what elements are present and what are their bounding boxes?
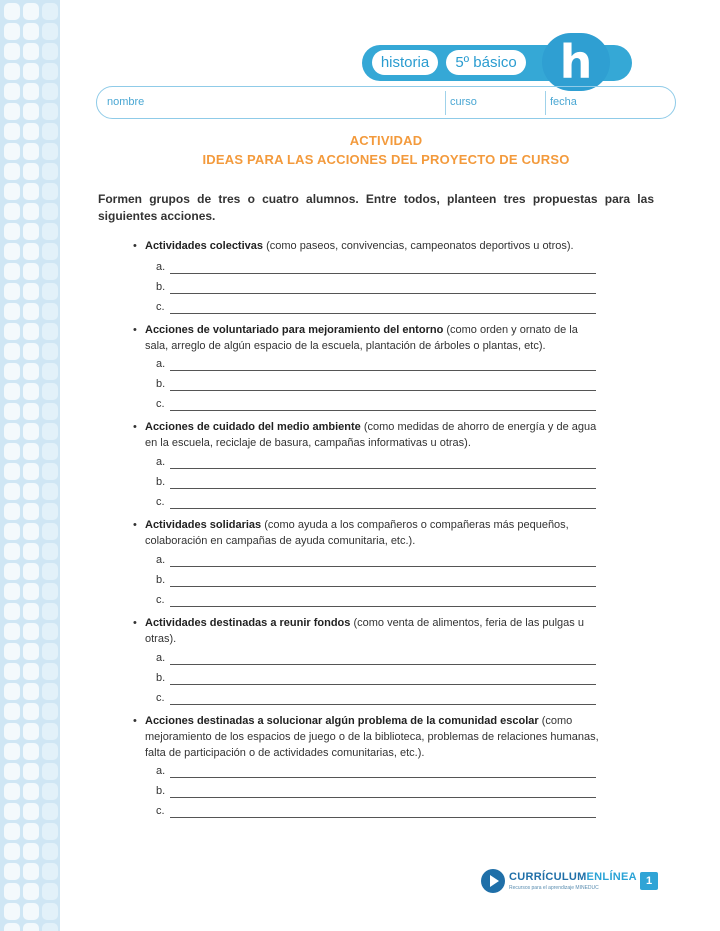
answer-rule: [170, 390, 596, 391]
answer-letter: c.: [156, 805, 165, 817]
answer-line-a[interactable]: [156, 358, 596, 374]
answer-line-a[interactable]: [156, 456, 596, 472]
answer-line-b[interactable]: [156, 476, 596, 492]
answer-rule: [170, 508, 596, 509]
answer-letter: c.: [156, 398, 165, 410]
answer-line-b[interactable]: [156, 672, 596, 688]
answer-letter: a.: [156, 765, 166, 777]
logo-accent-text: ENLÍNEA: [586, 871, 637, 883]
answer-rule: [170, 273, 596, 274]
play-logo-icon: [481, 869, 505, 893]
date-field-label: fecha: [550, 96, 577, 108]
section-heading: Acciones de voluntariado para mejoramiento del entorno: [145, 324, 444, 336]
answer-line-b[interactable]: [156, 574, 596, 590]
answer-letter: b.: [156, 574, 166, 586]
bullet: •: [133, 617, 137, 629]
answer-letter: b.: [156, 281, 166, 293]
activity-heading: ACTIVIDAD: [349, 133, 423, 148]
answer-letter: a.: [156, 456, 166, 468]
answer-rule: [170, 777, 596, 778]
subject-pill: historia: [372, 50, 438, 75]
logo-tagline: Recursos para el aprendizaje MINEDUC: [509, 885, 599, 891]
bullet: •: [133, 519, 137, 531]
divider: [445, 91, 446, 115]
answer-line-a[interactable]: [156, 261, 596, 277]
answer-line-c[interactable]: [156, 805, 596, 821]
section-heading: Actividades colectivas: [145, 240, 264, 252]
answer-rule: [170, 586, 596, 587]
answer-rule: [170, 566, 596, 567]
bullet: •: [133, 240, 137, 252]
answer-letter: c.: [156, 301, 165, 313]
section-school-problems: [133, 713, 603, 761]
answer-line-c[interactable]: [156, 594, 596, 610]
answer-rule: [170, 468, 596, 469]
divider: [545, 91, 546, 115]
section-description: (como ayuda a los compañeros o compañeras más pequeños, colaboración en campañas de ayuda comunitaria, etc.).: [145, 519, 569, 547]
answer-letter: b.: [156, 378, 166, 390]
instructions-paragraph: Formen grupos de tres o cuatro alumnos. Entre todos, planteen tres propuestas para las siguientes acciones.: [98, 192, 654, 223]
answer-line-b[interactable]: [156, 785, 596, 801]
activity-title: IDEAS PARA LAS ACCIONES DEL PROYECTO DE CURSO: [202, 152, 570, 167]
answer-letter: a.: [156, 358, 166, 370]
answer-rule: [170, 817, 596, 818]
answer-letter: b.: [156, 476, 166, 488]
section-volunteering: [133, 322, 603, 354]
section-heading: Acciones de cuidado del medio ambiente: [145, 421, 361, 433]
section-heading: Acciones destinadas a solucionar algún problema de la comunidad escolar: [145, 715, 539, 727]
answer-letter: b.: [156, 672, 166, 684]
answer-line-c[interactable]: [156, 496, 596, 512]
bullet: •: [133, 421, 137, 433]
answer-rule: [170, 488, 596, 489]
section-heading: Actividades destinadas a reunir fondos: [145, 617, 351, 629]
section-description: (como venta de alimentos, feria de las pulgas u otras).: [145, 617, 584, 645]
section-heading: Actividades solidarias: [145, 519, 262, 531]
decorative-side-strip: [0, 0, 60, 931]
answer-rule: [170, 606, 596, 607]
name-field-label: nombre: [107, 96, 145, 108]
section-collective-activities: [133, 238, 603, 254]
answer-rule: [170, 684, 596, 685]
answer-line-a[interactable]: [156, 554, 596, 570]
section-fundraising: [133, 615, 603, 647]
answer-letter: c.: [156, 496, 165, 508]
logo-main-text: CURRÍCULUM: [509, 871, 587, 883]
answer-line-c[interactable]: [156, 692, 596, 708]
answer-line-c[interactable]: [156, 301, 596, 317]
bullet: •: [133, 715, 137, 727]
answer-rule: [170, 370, 596, 371]
answer-letter: b.: [156, 785, 166, 797]
section-environment: [133, 419, 603, 451]
student-info-bar: [96, 86, 676, 119]
answer-letter: c.: [156, 692, 165, 704]
answer-letter: a.: [156, 652, 166, 664]
answer-letter: c.: [156, 594, 165, 606]
answer-line-c[interactable]: [156, 398, 596, 414]
page-number: 1: [640, 872, 658, 890]
course-field-label: curso: [450, 96, 477, 108]
answer-line-b[interactable]: [156, 378, 596, 394]
curriculum-enlinea-logo: [509, 871, 637, 883]
answer-rule: [170, 664, 596, 665]
answer-line-a[interactable]: [156, 652, 596, 668]
answer-rule: [170, 293, 596, 294]
answer-rule: [170, 313, 596, 314]
bullet: •: [133, 324, 137, 336]
section-description: (como paseos, convivencias, campeonatos deportivos u otros).: [263, 240, 574, 252]
answer-letter: a.: [156, 554, 166, 566]
section-description: (como orden y ornato de la sala, arreglo de algún espacio de la escuela, plantación de árboles o plantas, etc).: [145, 324, 578, 352]
answer-line-b[interactable]: [156, 281, 596, 297]
section-description: (como mejoramiento de los espacios de juego o de la biblioteca, problemas de relaciones humanas, falta de participación o de actividades comunitarias, etc.).: [145, 715, 599, 759]
section-solidarity: [133, 517, 603, 549]
subject-letter-badge: h: [542, 33, 610, 91]
grade-pill: 5º básico: [446, 50, 526, 75]
answer-line-a[interactable]: [156, 765, 596, 781]
answer-letter: a.: [156, 261, 166, 273]
answer-rule: [170, 797, 596, 798]
answer-rule: [170, 704, 596, 705]
section-description: (como medidas de ahorro de energía y de agua en la escuela, reciclaje de basura, campañas informativas u otras).: [145, 421, 597, 449]
answer-rule: [170, 410, 596, 411]
